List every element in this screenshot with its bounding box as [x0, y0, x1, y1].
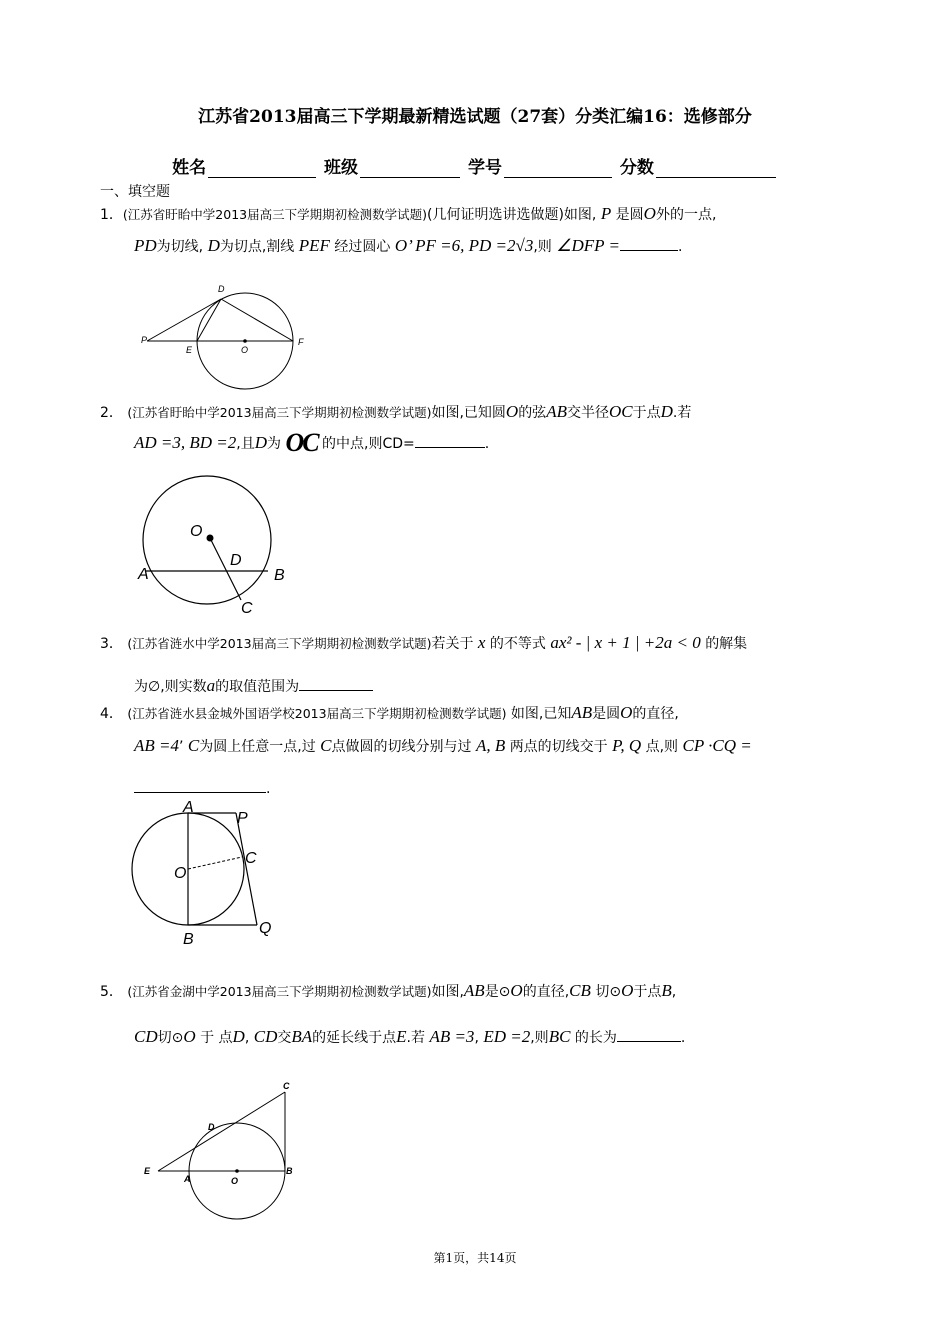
- q4-tangent-PQ: [236, 813, 257, 925]
- q4-text: 点,则: [645, 739, 679, 755]
- q4-label-B: B: [183, 931, 194, 947]
- q1-answer-blank: [620, 238, 678, 251]
- class-label: 班级: [324, 158, 359, 178]
- q3-math-inequality: ax² - | x + 1 | +2a < 0: [550, 633, 701, 652]
- q5-math-CD: CD: [134, 1027, 158, 1046]
- q2-math-condition: AD =3, BD =2: [134, 433, 237, 452]
- page-footer: 第1页，共14页: [433, 1251, 517, 1265]
- q4-text: 的直径,: [632, 706, 679, 722]
- q5-text: 如图,: [431, 984, 464, 1000]
- q5-label-O: O: [231, 1176, 239, 1186]
- id-label: 学号: [467, 158, 502, 178]
- q1-number: 1．: [100, 207, 123, 223]
- q2-math-D: D: [254, 433, 267, 452]
- q1-math-condition: O’ PF =6, PD =2√3: [394, 236, 534, 255]
- q3-text: 为∅,则实数: [134, 679, 207, 695]
- q5-math-B: B: [661, 981, 672, 1000]
- q4-label-O: O: [174, 865, 187, 882]
- q3-line2: [134, 676, 373, 696]
- q3-text: 的取值范围为: [215, 679, 300, 695]
- q1-text: .: [677, 239, 683, 255]
- q4-text: 点做圆的切线分别与过: [331, 739, 472, 755]
- q2-source: (江苏省盱眙中学2013届高三下学期期初检测数学试题): [127, 405, 432, 420]
- score-blank: [656, 161, 776, 178]
- q2-label-C: C: [241, 600, 253, 617]
- q5-math-E: E: [396, 1027, 407, 1046]
- q5-figure: [138, 1078, 298, 1220]
- q4-math-condition: AB =4: [134, 736, 179, 755]
- q4-source: (江苏省涟水县金城外国语学校2013届高三下学期期初检测数学试题): [127, 706, 507, 721]
- q5-text: 的长为: [574, 1030, 617, 1046]
- q1-figure: [130, 278, 310, 390]
- q4-math-AB: AB: [571, 703, 593, 722]
- q1-label-P: P: [141, 335, 148, 345]
- q1-text: 为切线,: [156, 239, 204, 255]
- q2-answer-blank: [415, 435, 485, 448]
- q4-math-expression: CP ·CQ =: [682, 736, 752, 755]
- q1-text: 是圆: [615, 207, 644, 223]
- q1-text: (几何证明选讲选做题)如图,: [427, 207, 597, 223]
- q5-line1: [100, 981, 676, 1001]
- q2-label-O: O: [190, 523, 203, 540]
- q5-math-CB: CB: [569, 981, 591, 1000]
- q5-label-C: C: [283, 1081, 290, 1091]
- q5-text: .若: [406, 1030, 425, 1046]
- section-heading: 一、填空题: [100, 184, 170, 200]
- q3-math-a: a: [206, 676, 216, 695]
- q5-math-BC: BC: [548, 1027, 571, 1046]
- q3-text: 的解集: [705, 636, 748, 652]
- q2-label-A: A: [138, 566, 149, 583]
- q2-text: ,且: [236, 436, 255, 452]
- q2-radius-OC: [210, 538, 241, 600]
- q5-text: 的直径,: [522, 984, 570, 1000]
- q5-text: ,: [671, 984, 677, 1000]
- q5-text: 的延长线于点: [312, 1030, 397, 1046]
- q4-math-P-Q: P, Q: [612, 736, 642, 755]
- q1-label-D: D: [218, 284, 225, 294]
- q5-text: ,则: [530, 1030, 549, 1046]
- q5-text: 切⊙: [595, 984, 622, 1000]
- q4-text: 如图,已知: [510, 706, 572, 722]
- q1-source: (江苏省盱眙中学2013届高三下学期期初检测数学试题): [122, 207, 427, 222]
- q5-math-O: O: [621, 981, 634, 1000]
- student-info-row: [0, 153, 950, 178]
- q2-line1: [100, 402, 691, 422]
- q4-math-C: C: [320, 736, 332, 755]
- q5-text: 交: [277, 1030, 292, 1046]
- q4-label-P: P: [237, 810, 248, 827]
- q4-line1: [100, 703, 679, 723]
- q2-math-OC: OC: [608, 402, 633, 421]
- name-label: 姓名: [172, 158, 207, 178]
- q1-label-F: F: [298, 337, 304, 347]
- q2-figure: [130, 468, 300, 618]
- page-title: 江苏省2013届高三下学期最新精选试题（27套）分类汇编16：选修部分: [198, 107, 752, 127]
- q5-label-B: B: [286, 1166, 293, 1176]
- q1-chord-DF: [221, 299, 293, 341]
- q5-label-E: E: [144, 1166, 151, 1176]
- class-blank: [360, 161, 460, 178]
- q5-math-O: O: [183, 1027, 196, 1046]
- q3-line1: [100, 633, 747, 653]
- q4-text: 是圆: [592, 706, 621, 722]
- q2-text: .若: [672, 405, 692, 421]
- q5-number: 5．: [100, 984, 123, 1000]
- q3-source: (江苏省涟水中学2013届高三下学期期初检测数学试题): [127, 636, 432, 651]
- q4-text: 为圆上任意一点,过: [199, 739, 316, 755]
- q1-text: 外的一点,: [655, 207, 717, 223]
- q1-math-PEF: PEF: [298, 236, 330, 255]
- q3-answer-blank: [299, 678, 373, 691]
- id-blank: [504, 161, 612, 178]
- q5-math-condition1: AB =3: [429, 1027, 475, 1046]
- q3-text: 若关于: [431, 636, 474, 652]
- q2-math-OC-large: OC: [285, 428, 318, 457]
- q5-center-dot: [235, 1169, 239, 1173]
- q1-math-O: O: [643, 204, 656, 223]
- q2-math-D: D: [660, 402, 673, 421]
- q2-text: 为: [267, 436, 281, 452]
- q4-math-C: C: [187, 736, 200, 755]
- q4-label-A: A: [183, 799, 194, 816]
- q1-math-angle: ∠DFP =: [556, 236, 620, 255]
- q5-text: .: [680, 1030, 686, 1046]
- q4-figure: [128, 797, 288, 947]
- q1-text: 为切点,割线: [219, 239, 295, 255]
- q5-answer-blank: [617, 1029, 681, 1042]
- q2-line2: [134, 428, 489, 458]
- q5-text: 于点: [633, 984, 662, 1000]
- q1-line1: [100, 204, 716, 224]
- q2-math-AB: AB: [546, 402, 567, 421]
- q4-radius-OC: [188, 857, 242, 869]
- q2-text: 的弦: [518, 405, 547, 421]
- q5-math-BA: BA: [291, 1027, 313, 1046]
- q4-label-Q: Q: [259, 920, 272, 937]
- q4-math-O: O: [620, 703, 633, 722]
- q2-number: 2．: [100, 405, 123, 421]
- q3-math-x: x: [477, 633, 486, 652]
- q2-center-dot: [207, 535, 214, 542]
- name-blank: [208, 161, 316, 178]
- q1-math-P: P: [600, 204, 612, 223]
- q3-number: 3．: [100, 636, 123, 652]
- q1-text: 经过圆心: [334, 239, 391, 255]
- q2-circle: [143, 476, 271, 604]
- q5-text: ,: [244, 1030, 250, 1046]
- q5-label-A: A: [184, 1174, 191, 1184]
- q1-label-E: E: [186, 345, 193, 355]
- q5-math-AB: AB: [463, 981, 485, 1000]
- score-label: 分数: [619, 158, 654, 178]
- q1-math-D: D: [207, 236, 220, 255]
- q4-number: 4．: [100, 706, 123, 722]
- q1-line2: [134, 236, 682, 256]
- q4-label-C: C: [245, 850, 257, 867]
- q4-answer-blank: [134, 780, 266, 793]
- q5-line2: [134, 1027, 685, 1047]
- q5-text: 是⊙: [484, 984, 511, 1000]
- q5-source: (江苏省金湖中学2013届高三下学期期初检测数学试题): [127, 984, 432, 999]
- q5-text: 于 点: [200, 1030, 233, 1046]
- q1-label-O: O: [241, 345, 249, 355]
- q5-math-CD: CD: [253, 1027, 278, 1046]
- q2-text: 的中点,则CD=: [322, 436, 415, 452]
- q1-math-PD: PD: [134, 236, 157, 255]
- q4-line3: [134, 780, 270, 797]
- q5-text: ,: [474, 1030, 479, 1046]
- q2-text: 于点: [632, 405, 661, 421]
- q5-label-D: D: [208, 1122, 215, 1132]
- q5-text: 切⊙: [157, 1030, 184, 1046]
- q4-text: .: [266, 781, 271, 797]
- q2-label-D: D: [230, 552, 242, 569]
- q4-line2: AB =4’ C为圆上任意一点,过 C点做圆的切线分别与过 A, B 两点的切线交于 P, Q 点,则 CP ·CQ =: [134, 736, 752, 755]
- q4-math-A-B: A, B: [475, 736, 506, 755]
- q1-tangent-PD: [147, 299, 221, 341]
- q4-text: 两点的切线交于: [509, 739, 608, 755]
- q1-center-dot: [243, 339, 247, 343]
- q2-math-O: O: [505, 402, 519, 421]
- q1-text: ,则: [533, 239, 552, 255]
- q3-text: 的不等式: [489, 636, 546, 652]
- q5-math-condition2: ED =2: [483, 1027, 531, 1046]
- q2-label-B: B: [274, 567, 285, 584]
- q2-text: .: [484, 436, 490, 452]
- q2-text: 交半径: [566, 405, 609, 421]
- q2-text: 如图,已知圆: [431, 405, 506, 421]
- q5-math-D: D: [232, 1027, 245, 1046]
- q5-line-EC: [158, 1092, 285, 1171]
- q5-math-O: O: [510, 981, 523, 1000]
